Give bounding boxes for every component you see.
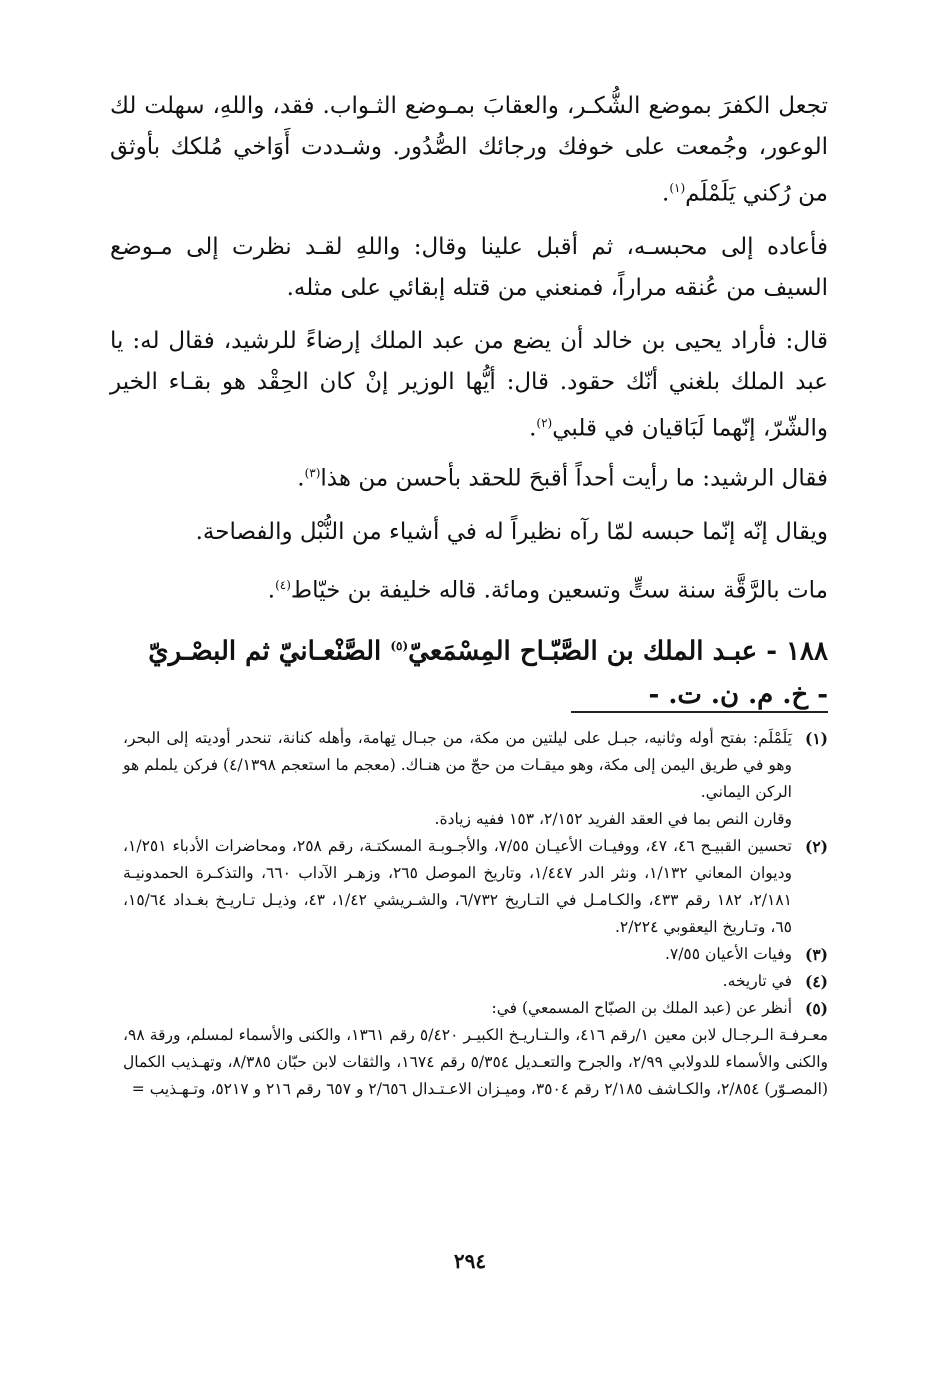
footnote-text: في تاريخه. <box>722 972 792 990</box>
entry-heading-nisba: الصَّنْعـانيّ ثم البصْـريّ <box>148 636 382 667</box>
footnote-1 <box>123 725 828 833</box>
main-text <box>110 86 828 717</box>
footnote-number: (٣) <box>804 945 828 964</box>
footnote-2 <box>123 833 828 941</box>
footnotes <box>123 725 828 1103</box>
entry-heading <box>110 624 828 674</box>
footnote-number: (٥) <box>804 999 828 1018</box>
entry-heading-name: ١٨٨ - عبـد الملك بن الصَّبّـاح المِسْمَعيّ <box>408 636 828 667</box>
paragraph-6-text: مات بالرَّقَّة سنة ستٍّ وتسعين ومائة. قاله خليفة بن خيّاط <box>290 577 828 604</box>
footnote-text <box>123 725 792 833</box>
paragraph-4-text: فقال الرشيد: ما رأيت أحداً أقبحَ للحقد بأحسن من هذا <box>320 465 828 492</box>
footnote-number: (١) <box>804 729 828 748</box>
footnote-4 <box>123 968 828 995</box>
footnote-ref-1: (١) <box>669 181 686 195</box>
footnote-number: (٤) <box>804 972 828 991</box>
footnote-line: وقارن النص بما في العقد الفريد ٢/١٥٢، ١٥٣ ففيه زيادة. <box>434 810 792 828</box>
paragraph-3: قال: فأراد يحيى بن خالد أن يضع من عبد الملك إرضاءً للرشيد، فقال له: يا عبد الملك بلغني أنّك حقود. قال: أيُّها الوزير إنْ كان الحِقْد هو بقـاء الخير والشّرّ، إنّهما لَبَاقيان في قلبي$^{(٢)}$. <box>110 327 828 442</box>
footnote-separator <box>571 711 828 713</box>
footnote-number: (٢) <box>804 837 828 856</box>
paragraph-5: ويقال إنّه إنّما حبسه لمّا رآه نظيراً له في أشياء من النُّبْل والفصاحة. <box>195 518 828 545</box>
footnote-ref-4: (٤) <box>275 577 291 592</box>
footnote-text: وفيات الأعيان ٧/٥٥. <box>664 945 792 963</box>
footnote-text: أنظر عن (عبد الملك بن الصبّاح المسمعي) في: <box>491 999 792 1017</box>
footnote-ref-3: (٣) <box>304 466 321 481</box>
paragraph-4: فقال الرشيد: ما رأيت أحداً أقبحَ للحقد بأحسن من هذا$^{(٣)}$. <box>297 465 828 492</box>
paragraph-1: تجعل الكفرَ بموضع الشُّكـر، والعقابَ بمـوضع الثـواب. فقد، واللهِ، سهلت لك الوعور، وجُمعت على خوفك ورجائك الصُّدُور. وشـددت أَوَاخي مُلكك بأوثق من رُكني يَلَمْلَم$^{(١)}$. <box>110 93 828 207</box>
footnote-line: يَلَمْلَم: بفتح أوله وثانيه، جبـل على ليلتين من مكة، من جبـال تِهامة، وأهله كنانة، تنحدر أوديته إلى البحر، وهو في طريق اليمن إلى مكة، وهو ميقـات من حجّ من هنـاك. (معجم ما استعجم ٤/١٣٩٨) فركن يلملم هو الركن اليماني. <box>123 729 792 801</box>
paragraph-2: فأعاده إلى محبسـه، ثم أقبل علينا وقال: واللهِ لقـد نظرت إلى مـوضع السيف من عُنقه مراراً، فمنعني من قتله إبقائي على مثله. <box>110 233 828 301</box>
footnote-3 <box>123 941 828 968</box>
footnote-5-continuation: معـرفـة الـرجـال لابن معين ١/رقم ٤١٦، والـتـاريـخ الكبيـر ٥/٤٢٠ رقم ١٣٦١، والكنى والأسماء لمسلم، ورقة ٩٨، والكنى والأسماء للدولابي ٢/٩٩، والجرح والتعـديل ٥/٣٥٤ رقم ١٦٧٤، والثقات لابن حبّان ٨/٣٨٥، وتهـذيب الكمال (المصـوّر) ٢/٨٥٤، والكـاشف ٢/١٨٥ رقم ٣٥٠٤، وميـزان الاعـتـدال ٢/٦٥٦ و ٦٥٧ رقم ٢١٦ و ٥٢١٧، وتـهـذيب = <box>123 1026 829 1098</box>
paragraph-1-text: تجعل الكفرَ بموضع الشُّكـر، والعقابَ بمـوضع الثـواب. فقد، واللهِ، سهلت لك الوعور، وجُمعت على خوفك ورجائك الصُّدُور. وشـددت أَوَاخي مُلكك بأوثق من رُكني يَلَمْلَم <box>110 93 828 207</box>
footnote-ref-2: (٢) <box>536 415 553 430</box>
footnote-text: تحسين القبيـح ٤٦، ٤٧، ووفيـات الأعيـان ٧/٥٥، والأجـوبـة المسكتـة، رقم ٢٥٨، ومحاضرات الأدباء ١/٢٥١، وديوان المعاني ١/١٣٢، ونثر الدر ١/٤٤٧، وتاريخ الموصل ٢٦٥، وزهـر الآداب ٦٦٠، والتذكـرة الحمدونيـة ٢/١٨١، ١٨٢ رقم ٤٣٣، والكـامـل في التـاريخ ٦/٧٣٢، والشـريشي ١/٤٢، ٤٣، وذيـل تـاريـخ بغـداد ١٥/٦٤، ٦٥، وتـاريخ اليعقوبي ٢/٢٢٤. <box>123 837 793 936</box>
paragraph-6: مات بالرَّقَّة سنة ستٍّ وتسعين ومائة. قاله خليفة بن خيّاط$^{(٤)}$. <box>267 577 828 604</box>
page-number: ٢٩٤ <box>453 1249 487 1273</box>
paragraph-3-text: قال: فأراد يحيى بن خالد أن يضع من عبد الملك إرضاءً للرشيد، فقال له: يا عبد الملك بلغني أنّك حقود. قال: أيُّها الوزير إنْ كان الحِقْد هو بقـاء الخير والشّرّ، إنّهما لَبَاقيان في قلبي <box>110 327 828 442</box>
footnote-5 <box>123 995 828 1022</box>
entry-sigla: - خ. م. ن. ت. - <box>648 680 828 711</box>
footnote-ref-5: (٥) <box>390 638 409 653</box>
